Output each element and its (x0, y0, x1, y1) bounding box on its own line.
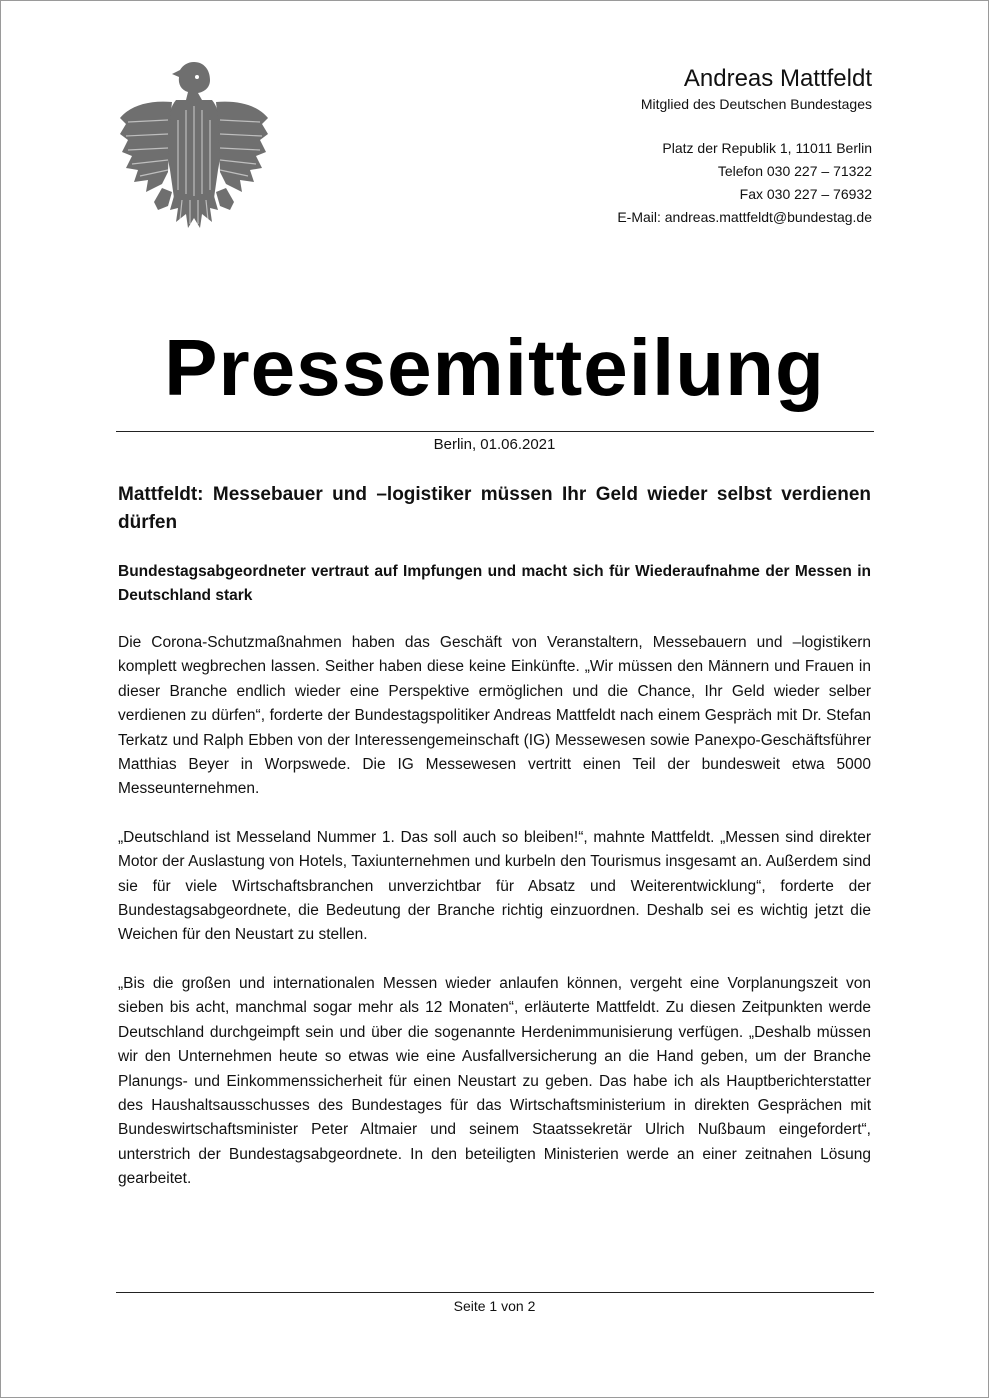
page-number: Seite 1 von 2 (453, 1298, 536, 1314)
press-release-body (118, 481, 871, 1216)
paragraph-3: „Bis die großen und internationalen Messen wieder anlaufen können, vergeht eine Vorplanungszeit von sieben bis acht, manchmal sogar mehr als 12 Monaten“, erläuterte Mattfeldt. Zu diesen Zeitpunkten werde Deutschland durchgeimpft sein und über die sogenannte Herdenimmunisierung verfügen. „Deshalb müssen wir den Unternehmen heute so etwas wie eine Ausfallversicherung an die Hand geben, um der Branche Planungs- und Einkommenssicherheit für einen Neustart zu geben. Das habe ich als Hauptberichterstatter des Haushaltsausschusses des Bundestages für das Wirtschaftsministerium in direkten Gesprächen mit Bundeswirtschaftsminister Peter Altmaier und seinem Staatssekretär Ulrich Nußbaum eingefordert“, unterstrich der Bundestagsabgeordnete. In den beteiligten Ministerien werde an einer zeitnahen Lösung gearbeitet. (118, 974, 871, 1188)
paragraph-1: Die Corona-Schutzmaßnahmen haben das Geschäft von Veranstaltern, Messebauern und –logistikern komplett wegbrechen lassen. Seither haben diese keine Einkünfte. „Wir müssen den Männern und Frauen in dieser Branche endlich wieder eine Perspektive ermöglichen und die Chance, Ihr Geld wieder selber verdienen zu dürfen“, forderte der Bundestagspolitiker Andreas Mattfeldt nach einem Gespräch mit Dr. Stefan Terkatz und Ralph Ebben von der Interessengemeinschaft (IG) Messewesen sowie Panexpo-Geschäftsführer Matthias Beyer in Worpswede. Die IG Messewesen vertritt einen Teil der bundesweit etwa 5000 Messeunternehmen. (118, 634, 871, 798)
contact-block (617, 137, 872, 229)
bundestag-eagle-icon (118, 60, 270, 230)
phone-number: Telefon 030 227 – 71322 (717, 163, 872, 179)
author-role: Mitglied des Deutschen Bundestages (640, 96, 872, 112)
title-divider (116, 431, 874, 432)
subheadline: Bundestagsabgeordneter vertraut auf Impfungen und macht sich für Wiederaufnahme der Messen in Deutschland stark (118, 563, 871, 604)
headline: Mattfeldt: Messebauer und –logistiker müssen Ihr Geld wieder selbst verdienen dürfen (118, 484, 871, 533)
postal-address: Platz der Republik 1, 11011 Berlin (662, 140, 872, 156)
letterhead (617, 64, 872, 229)
paragraph-2: „Deutschland ist Messeland Nummer 1. Das soll auch so bleiben!“, mahnte Mattfeldt. „Messen sind direkter Motor der Auslastung von Hotels, Taxiunternehmen und kurbeln den Tourismus insgesamt an. Außerdem sind sie für viele Wirtschaftsbranchen unverzichtbar für Absatz und Weiterentwicklung“, forderte der Bundestagsabgeordnete, die Bedeutung der Branche richtig einzuordnen. Deshalb sei es wichtig jetzt die Weichen für den Neustart zu stellen. (118, 828, 871, 944)
document-title: Pressemitteilung (164, 323, 825, 412)
footer-divider (116, 1292, 874, 1293)
fax-number: Fax 030 227 – 76932 (739, 186, 872, 202)
author-name: Andreas Mattfeldt (683, 65, 872, 92)
dateline: Berlin, 01.06.2021 (433, 436, 556, 453)
email-address: E-Mail: andreas.mattfeldt@bundestag.de (617, 209, 872, 225)
